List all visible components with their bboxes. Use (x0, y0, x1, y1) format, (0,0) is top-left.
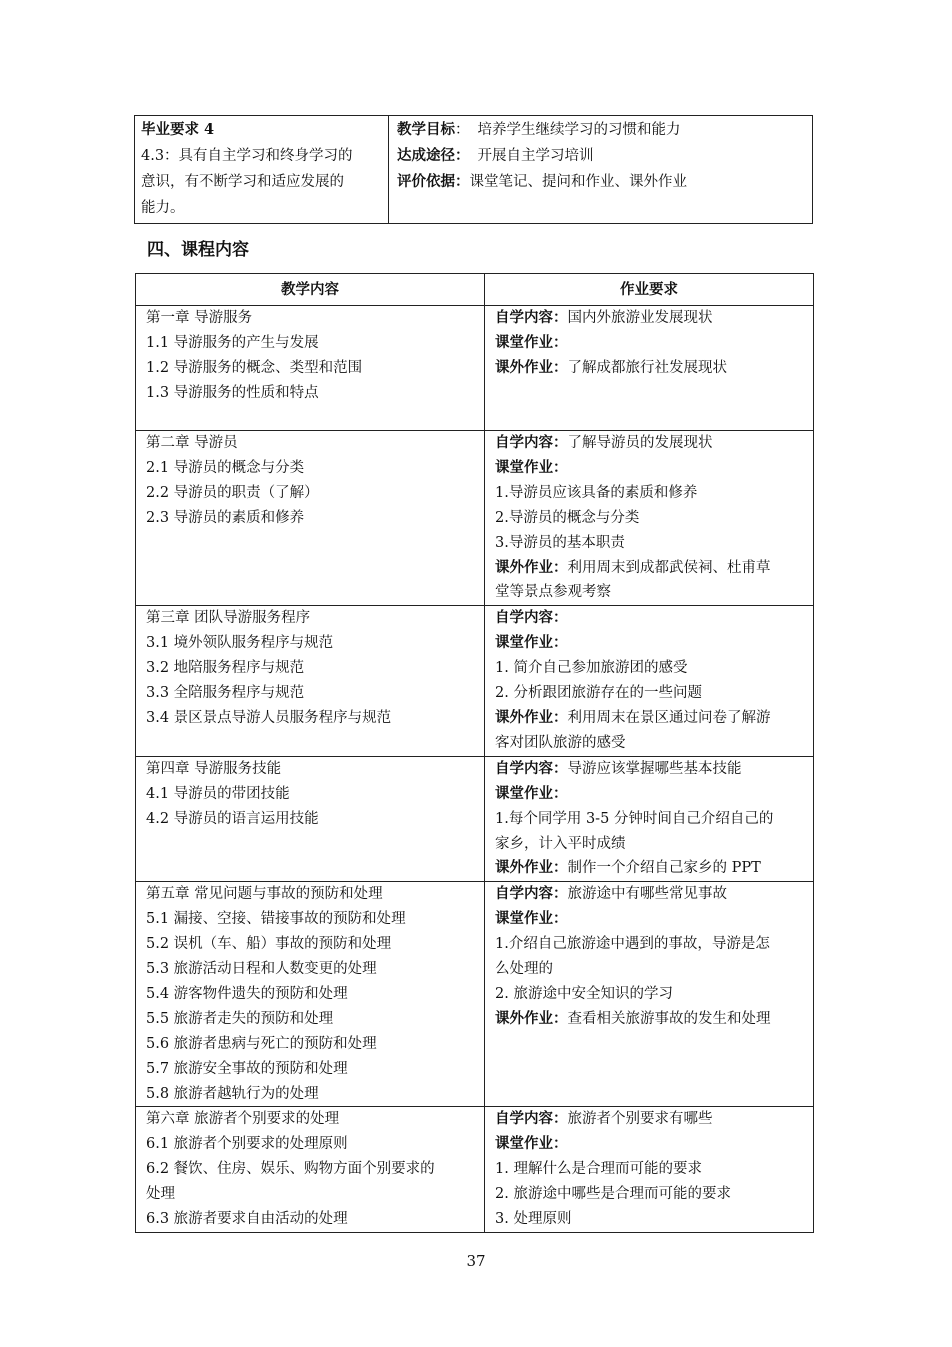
assignment-text: 3. 处理原则 (495, 1211, 572, 1228)
teaching-content-cell (136, 1107, 485, 1233)
assignment-line (495, 331, 807, 356)
teaching-content-cell (136, 431, 485, 606)
chapter-subsection: 5.3 旅游活动日程和人数变更的处理 (146, 961, 377, 978)
chapter-subsection: 2.3 导游员的素质和修养 (146, 509, 305, 526)
assignment-line (495, 1157, 807, 1182)
table-row (136, 431, 814, 606)
assignment-label: 课堂作业： (495, 910, 568, 928)
assignment-text: 2. 旅游途中哪些是合理而可能的要求 (495, 1186, 731, 1203)
assignment-cell (485, 1107, 814, 1233)
column-header-assignment: 作业要求 (485, 274, 814, 306)
assignment-line (495, 556, 807, 581)
assignment-cell (485, 606, 814, 756)
chapter-subsection: 5.6 旅游者患病与死亡的预防和处理 (146, 1035, 377, 1052)
assignment-label: 自学内容： (495, 309, 568, 326)
assignment-text: 了解导游员的发展现状 (567, 435, 713, 451)
evaluation-basis-value: 课堂笔记、提问和作业、课外作业 (469, 174, 687, 190)
evaluation-basis (397, 169, 812, 195)
chapter-subsection: 5.8 旅游者越轨行为的处理 (146, 1085, 319, 1102)
chapter-subsection: 6.1 旅游者个别要求的处理原则 (146, 1136, 348, 1153)
chapter-subsection: 5.1 漏接、空接、错接事故的预防和处理 (146, 911, 406, 928)
chapter-subsection: 6.3 旅游者要求自由活动的处理 (146, 1211, 348, 1228)
assignment-line (495, 782, 807, 807)
chapter-subsection: 6.2 餐饮、住房、娱乐、购物方面个别要求的 (146, 1161, 435, 1178)
teaching-content-cell (136, 606, 485, 756)
assignment-label: 自学内容： (495, 1110, 568, 1128)
column-header-teaching-content: 教学内容 (136, 274, 485, 306)
chapter-subsection: 5.2 误机（车、船）事故的预防和处理 (146, 936, 392, 953)
assignment-label: 课堂作业： (495, 333, 568, 351)
chapter-subsection: 1.3 导游服务的性质和特点 (146, 384, 319, 401)
assignment-label: 课外作业： (495, 558, 568, 576)
teaching-content-cell (136, 882, 485, 1107)
chapter-title: 第二章 导游员 (146, 435, 238, 451)
assignment-text: 1.导游员应该具备的素质和修养 (495, 484, 698, 501)
assignment-line (495, 1182, 807, 1207)
assignment-line (495, 506, 807, 531)
section-title: 四、课程内容 (147, 240, 249, 260)
assignment-line (495, 656, 807, 681)
assignment-label: 课外作业： (495, 1009, 568, 1027)
goal-cell (389, 116, 813, 224)
teaching-content-cell (136, 306, 485, 431)
assignment-label: 课外作业： (495, 358, 568, 376)
teaching-goal-label: 教学目标 (397, 121, 455, 138)
assignment-line (495, 606, 807, 631)
assignment-line (495, 807, 807, 832)
table-row (136, 756, 814, 882)
achievement-path (397, 143, 812, 169)
table-row (136, 606, 814, 756)
table-header-row (136, 274, 814, 306)
assignment-line (495, 882, 807, 907)
assignment-text: 2. 旅游途中安全知识的学习 (495, 985, 673, 1002)
chapter-title: 第五章 常见问题与事故的预防和处理 (146, 886, 383, 903)
chapter-subsection: 1.1 导游服务的产生与发展 (146, 334, 319, 351)
assignment-cell (485, 306, 814, 431)
assignment-line (495, 631, 807, 656)
chapter-subsection: 5.7 旅游安全事故的预防和处理 (146, 1060, 348, 1077)
chapter-subsection: 4.1 导游员的带团技能 (146, 785, 290, 802)
assignment-line (495, 957, 807, 982)
assignment-line (495, 456, 807, 481)
chapter-subsection: 2.1 导游员的概念与分类 (146, 459, 305, 476)
assignment-line (495, 306, 807, 331)
assignment-text: 国内外旅游业发展现状 (567, 310, 713, 326)
assignment-text: 旅游者个别要求有哪些 (567, 1111, 713, 1128)
teaching-goal-sep: ： (455, 122, 470, 138)
assignment-text: 1. 简介自己参加旅游团的感受 (495, 660, 688, 677)
requirement-cell (135, 116, 389, 224)
chapter-subsection: 1.2 导游服务的概念、类型和范围 (146, 359, 363, 376)
assignment-line (495, 907, 807, 932)
assignment-label: 课外作业： (495, 859, 568, 877)
chapter-subsection: 3.2 地陪服务程序与规范 (146, 660, 305, 677)
achievement-path-label: 达成途径 (397, 147, 455, 164)
assignment-label: 自学内容： (495, 885, 568, 903)
chapter-title: 第六章 旅游者个别要求的处理 (146, 1111, 340, 1128)
assignment-text: 查看相关旅游事故的发生和处理 (567, 1010, 771, 1027)
teaching-content-cell (136, 756, 485, 882)
assignment-label: 自学内容： (495, 434, 568, 451)
assignment-line (495, 1132, 807, 1157)
table-row (136, 1107, 814, 1233)
table-row (135, 116, 813, 224)
assignment-line (495, 706, 807, 731)
assignment-line (495, 757, 807, 782)
assignment-label: 自学内容： (495, 759, 568, 777)
assignment-text: 利用周末到成都武侯祠、杜甫草 (567, 559, 771, 576)
table-row (136, 306, 814, 431)
assignment-line (495, 431, 807, 456)
assignment-line (495, 356, 807, 381)
assignment-line (495, 531, 807, 556)
assignment-text: 1. 理解什么是合理而可能的要求 (495, 1161, 702, 1178)
assignment-label: 课堂作业： (495, 634, 568, 652)
assignment-line (495, 1107, 807, 1132)
assignment-label: 课堂作业： (495, 784, 568, 802)
assignment-text: 么处理的 (495, 961, 553, 978)
requirement-title: 毕业要求 4 (141, 121, 215, 138)
assignment-text: 制作一个介绍自己家乡的 PPT (567, 860, 761, 877)
achievement-path-value: 开展自主学习培训 (477, 148, 594, 164)
page-number: 37 (466, 1252, 486, 1270)
assignment-label: 课堂作业： (495, 1135, 568, 1153)
requirement-text-line: 能力。 (141, 200, 185, 216)
assignment-text: 2. 分析跟团旅游存在的一些问题 (495, 685, 702, 702)
assignment-text: 堂等景点参观考察 (495, 584, 611, 601)
course-content-table (135, 273, 814, 1233)
chapter-subsection: 3.1 境外领队服务程序与规范 (146, 635, 334, 652)
assignment-line (495, 832, 807, 857)
chapter-subsection: 处理 (146, 1186, 175, 1203)
assignment-label: 课堂作业： (495, 458, 568, 476)
chapter-subsection: 5.4 游客物件遗失的预防和处理 (146, 985, 348, 1002)
table-row (136, 882, 814, 1107)
assignment-line (495, 932, 807, 957)
chapter-subsection: 2.2 导游员的职责（了解） (146, 484, 319, 501)
requirement-text-line: 意识，有不断学习和适应发展的 (141, 174, 344, 190)
chapter-subsection: 5.5 旅游者走失的预防和处理 (146, 1010, 334, 1027)
evaluation-basis-label: 评价依据 (397, 173, 455, 190)
assignment-cell (485, 431, 814, 606)
assignment-text: 3.导游员的基本职责 (495, 534, 625, 551)
achievement-path-sep: ： (455, 147, 470, 164)
assignment-cell (485, 882, 814, 1107)
teaching-goal (397, 117, 812, 143)
chapter-subsection: 4.2 导游员的语言运用技能 (146, 810, 319, 827)
assignment-line (495, 731, 807, 756)
graduation-requirement-table (134, 115, 813, 224)
assignment-text: 旅游途中有哪些常见事故 (567, 886, 727, 903)
assignment-line (495, 1007, 807, 1032)
assignment-line (495, 982, 807, 1007)
chapter-title: 第四章 导游服务技能 (146, 760, 282, 777)
assignment-text: 家乡，计入平时成绩 (495, 835, 626, 852)
assignment-text: 了解成都旅行社发展现状 (567, 359, 727, 376)
assignment-text: 1.介绍自己旅游途中遇到的事故，导游是怎 (495, 936, 770, 953)
assignment-text: 利用周末在景区通过问卷了解游 (567, 709, 771, 726)
assignment-text: 2.导游员的概念与分类 (495, 509, 640, 526)
chapter-subsection: 3.3 全陪服务程序与规范 (146, 685, 305, 702)
evaluation-basis-sep: ： (455, 173, 470, 190)
chapter-title: 第一章 导游服务 (146, 310, 253, 326)
chapter-title: 第三章 团队导游服务程序 (146, 610, 311, 627)
assignment-line (495, 481, 807, 506)
teaching-goal-value: 培养学生继续学习的习惯和能力 (477, 122, 681, 138)
assignment-text: 1.每个同学用 3-5 分钟时间自己介绍自己的 (495, 810, 774, 827)
requirement-text-line: 4.3：具有自主学习和终身学习的 (141, 148, 353, 164)
assignment-line (495, 681, 807, 706)
assignment-text: 客对团队旅游的感受 (495, 734, 626, 751)
assignment-line (495, 1207, 807, 1232)
assignment-text: 导游应该掌握哪些基本技能 (567, 760, 742, 777)
assignment-line (495, 856, 807, 881)
assignment-label: 课外作业： (495, 708, 568, 726)
assignment-line (495, 580, 807, 605)
assignment-label: 自学内容： (495, 609, 568, 627)
assignment-cell (485, 756, 814, 882)
chapter-subsection: 3.4 景区景点导游人员服务程序与规范 (146, 709, 392, 726)
